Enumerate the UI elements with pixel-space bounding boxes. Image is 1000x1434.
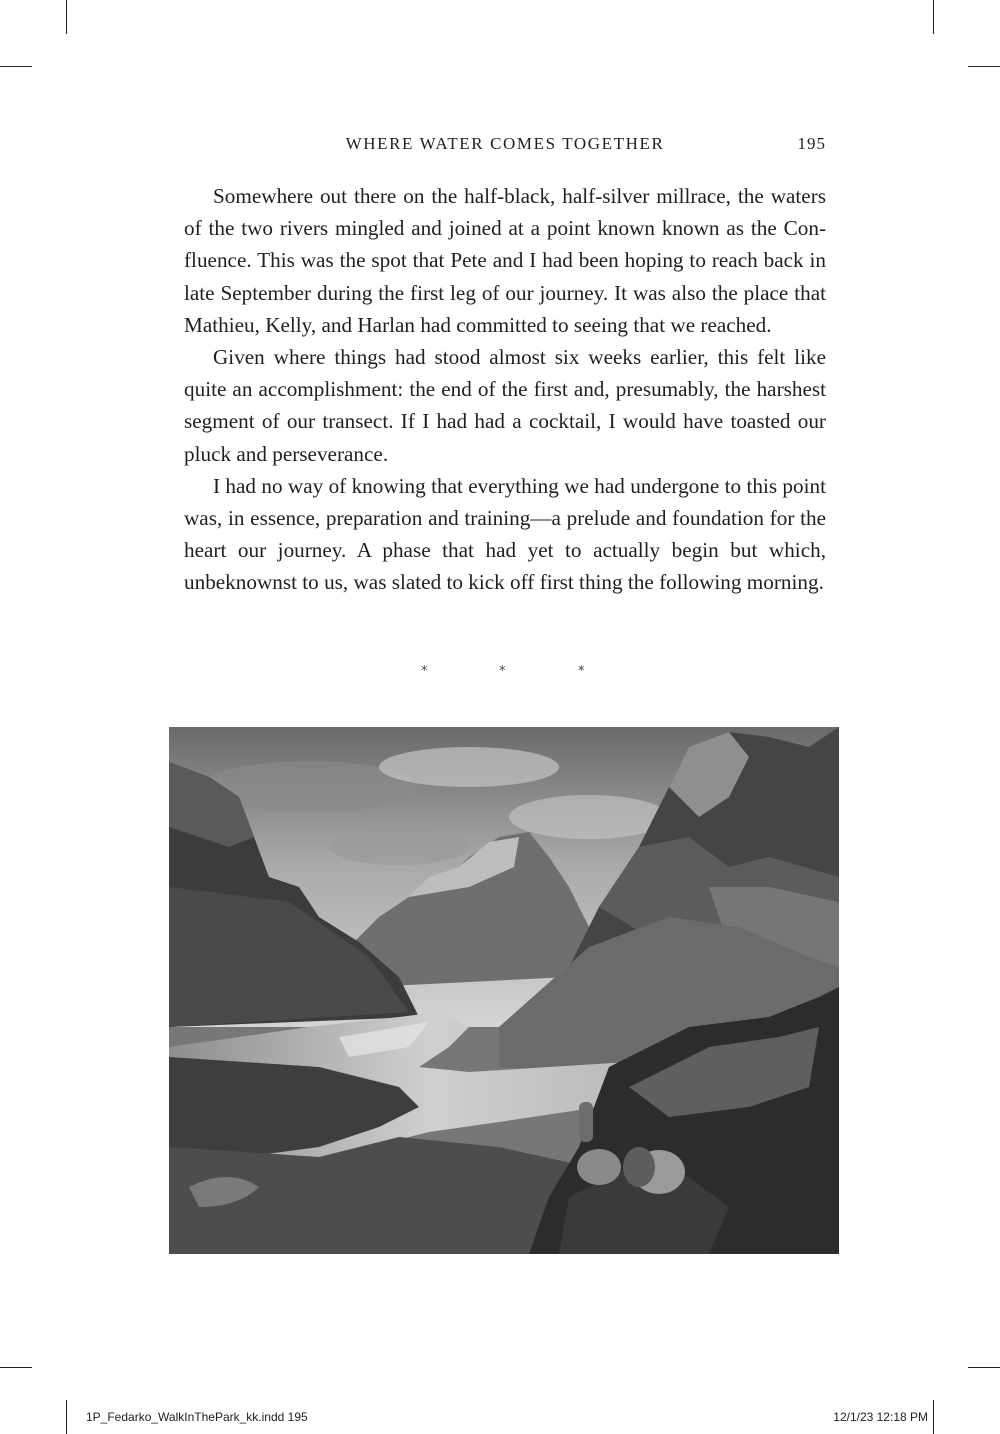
crop-mark xyxy=(968,66,1000,67)
date-slug: 12/1/23 12:18 PM xyxy=(833,1410,928,1424)
chapter-title: WHERE WATER COMES TOGETHER xyxy=(345,134,665,153)
section-break-star: * xyxy=(578,664,585,679)
file-slug: 1P_Fedarko_WalkInThePark_kk.indd 195 xyxy=(86,1410,308,1424)
canyon-photograph xyxy=(169,727,839,1254)
paragraph: I had no way of knowing that everything we had undergone to this point was, in essence, preparation and training—a prelude and foundation for the heart our journey. A phase that had yet to actually begin but which, unbeknownst to us, was slated to kick off first thing the following morning. xyxy=(184,473,826,595)
section-break-star: * xyxy=(421,664,428,679)
paragraph: Somewhere out there on the half-black, half-silver millrace, the waters of the two rivers mingled and joined at a point known known as the Confluence. This was the spot that Pete and I had been hoping to reach back in late September during the first leg of our journey. It was also the place that Mathieu, Kelly, and Harlan had committed to seeing that we reached. xyxy=(184,184,826,337)
running-head xyxy=(184,134,826,156)
crop-mark xyxy=(933,0,934,34)
crop-mark xyxy=(66,1400,67,1434)
section-break xyxy=(0,664,1000,684)
page-number: 195 xyxy=(797,134,826,153)
paragraph: Given where things had stood almost six weeks earlier, this felt like quite an accomplishment: the end of the first and, presumably, the harshest segment of our transect. If I had had a cocktail, I would have toasted our pluck and perseverance. xyxy=(184,345,826,466)
crop-mark xyxy=(0,66,32,67)
crop-mark xyxy=(968,1367,1000,1368)
crop-mark xyxy=(933,1400,934,1434)
crop-mark xyxy=(66,0,67,34)
crop-mark xyxy=(0,1367,32,1368)
body-text xyxy=(184,180,826,599)
section-break-star: * xyxy=(499,664,506,679)
